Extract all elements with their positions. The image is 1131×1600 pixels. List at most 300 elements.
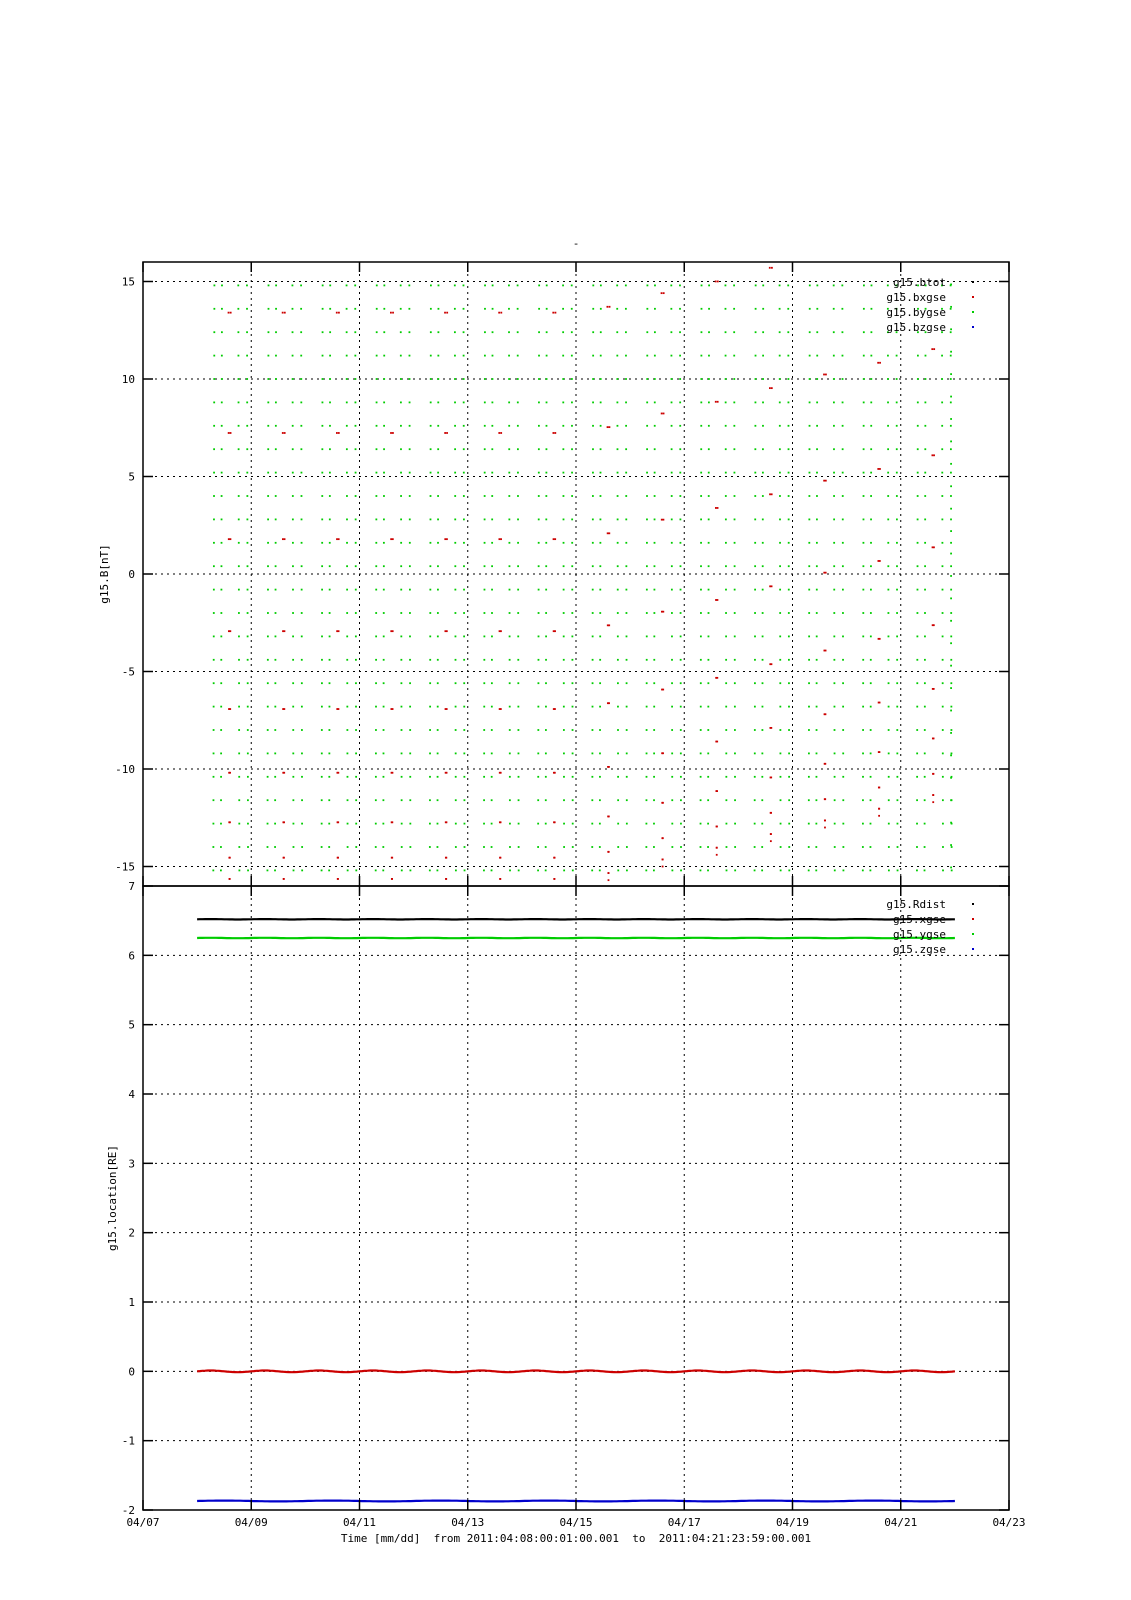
bygse-point xyxy=(430,542,432,544)
bygse-point xyxy=(247,846,249,848)
bygse-point xyxy=(301,612,303,614)
bygse-point xyxy=(816,448,818,450)
bygse-point xyxy=(213,472,215,474)
bygse-point xyxy=(383,425,385,427)
bygse-point xyxy=(300,448,302,450)
bygse-point xyxy=(268,285,270,287)
bygse-point xyxy=(247,636,249,638)
bygse-point xyxy=(355,589,357,591)
bygse-point xyxy=(237,308,239,310)
bygse-point xyxy=(301,823,303,825)
bygse-point xyxy=(484,472,486,474)
bygse-point xyxy=(267,565,269,567)
bygse-point xyxy=(483,729,485,731)
bygse-point xyxy=(862,729,864,731)
bygse-point xyxy=(762,519,764,521)
legend-entry-label: g15.zgse xyxy=(893,943,946,956)
bygse-point xyxy=(816,682,818,684)
bygse-point xyxy=(708,565,710,567)
bygse-point xyxy=(409,448,411,450)
bygse-point xyxy=(841,308,843,310)
bygse-point xyxy=(762,308,764,310)
bygse-point xyxy=(246,308,248,310)
bygse-point xyxy=(247,565,249,567)
bygse-point xyxy=(292,402,294,404)
bygse-point xyxy=(375,589,377,591)
bygse-point xyxy=(238,659,240,661)
bygse-point xyxy=(700,425,702,427)
bygse-point xyxy=(509,659,511,661)
bygse-point xyxy=(788,729,790,731)
bygse-point xyxy=(572,846,574,848)
bygse-point xyxy=(599,799,601,801)
bygse-point xyxy=(700,870,702,872)
bygse-point xyxy=(725,542,727,544)
bygse-point xyxy=(376,448,378,450)
bygse-point xyxy=(863,331,865,333)
bygse-point xyxy=(834,846,836,848)
bxgse-point xyxy=(931,454,933,456)
bxgse-point xyxy=(825,480,827,482)
bxgse-point xyxy=(879,638,881,640)
bygse-point xyxy=(779,425,781,427)
bygse-point xyxy=(437,589,439,591)
bygse-point xyxy=(950,822,952,824)
bxgse-point xyxy=(662,837,664,839)
bygse-point xyxy=(437,542,439,544)
bxgse-point xyxy=(608,624,610,626)
bygse-point xyxy=(671,402,673,404)
bygse-point xyxy=(762,589,764,591)
bygse-point xyxy=(592,331,594,333)
bxgse-point xyxy=(446,312,448,314)
bygse-point xyxy=(862,799,864,801)
bygse-point xyxy=(680,776,682,778)
bygse-point xyxy=(329,636,331,638)
bygse-point xyxy=(942,846,944,848)
bygse-point xyxy=(671,636,673,638)
bygse-point xyxy=(950,620,952,622)
bxgse-point xyxy=(554,821,556,823)
bygse-point xyxy=(754,682,756,684)
bygse-point xyxy=(725,589,727,591)
bygse-point xyxy=(213,448,215,450)
bygse-point xyxy=(517,308,519,310)
bygse-point xyxy=(221,378,223,380)
bygse-point xyxy=(779,659,781,661)
bxgse-point xyxy=(229,857,231,859)
bxgse-point xyxy=(825,374,827,376)
bygse-point xyxy=(808,519,810,521)
bxgse-point xyxy=(823,480,825,482)
y-tick-label: -5 xyxy=(121,665,135,679)
bygse-point xyxy=(508,308,510,310)
bygse-point xyxy=(924,448,926,450)
bygse-point xyxy=(300,308,302,310)
bygse-point xyxy=(680,612,682,614)
bygse-point xyxy=(599,706,601,708)
bygse-point xyxy=(733,285,735,287)
bygse-point xyxy=(484,285,486,287)
bygse-point xyxy=(463,425,465,427)
bygse-point xyxy=(617,659,619,661)
bygse-point xyxy=(454,378,456,380)
bygse-point xyxy=(292,495,294,497)
bygse-point xyxy=(780,776,782,778)
bygse-point xyxy=(788,495,790,497)
bygse-point xyxy=(562,472,564,474)
bygse-point xyxy=(221,519,223,521)
bygse-point xyxy=(816,495,818,497)
bxgse-point xyxy=(554,708,556,710)
bygse-point xyxy=(517,448,519,450)
bygse-point xyxy=(653,729,655,731)
bygse-point xyxy=(842,659,844,661)
bygse-point xyxy=(816,378,818,380)
bygse-point xyxy=(762,448,764,450)
bygse-point xyxy=(430,355,432,357)
legend-entry-label: g15.btot xyxy=(893,276,946,289)
bxgse-point xyxy=(283,772,285,774)
bygse-point xyxy=(950,331,952,333)
bygse-point xyxy=(563,495,565,497)
bygse-point xyxy=(538,519,540,521)
bxgse-point xyxy=(228,538,230,540)
bygse-point xyxy=(599,753,601,755)
bygse-point xyxy=(734,495,736,497)
bygse-point xyxy=(571,331,573,333)
bygse-point xyxy=(275,285,277,287)
bygse-point xyxy=(301,682,303,684)
bygse-point xyxy=(517,355,519,357)
bygse-point xyxy=(808,729,810,731)
bygse-point xyxy=(950,612,952,614)
bygse-point xyxy=(671,542,673,544)
bxgse-point xyxy=(609,306,611,308)
bxgse-point xyxy=(933,348,935,350)
bxgse-point xyxy=(390,538,392,540)
bygse-point xyxy=(924,425,926,427)
bygse-point xyxy=(292,612,294,614)
bygse-point xyxy=(382,870,384,872)
bygse-point xyxy=(400,285,402,287)
legend-entry-label: g15.bygse xyxy=(886,306,946,319)
bygse-point xyxy=(617,589,619,591)
bygse-point xyxy=(321,519,323,521)
bygse-point xyxy=(779,495,781,497)
bygse-point xyxy=(301,565,303,567)
bxgse-point xyxy=(392,312,394,314)
bygse-point xyxy=(762,682,764,684)
bygse-point xyxy=(809,472,811,474)
bxgse-point xyxy=(283,857,285,859)
bygse-point xyxy=(788,612,790,614)
bygse-point xyxy=(950,373,952,375)
bygse-point xyxy=(571,285,573,287)
bygse-point xyxy=(887,565,889,567)
bygse-point xyxy=(246,355,248,357)
legend-entry-marker xyxy=(972,933,974,935)
bygse-point xyxy=(734,542,736,544)
bygse-point xyxy=(346,706,348,708)
legend-entry-label: g15.Rdist xyxy=(886,898,946,911)
bygse-point xyxy=(897,823,899,825)
bygse-point xyxy=(517,565,519,567)
bygse-point xyxy=(787,355,789,357)
bygse-point xyxy=(214,285,216,287)
bygse-point xyxy=(221,589,223,591)
bygse-point xyxy=(924,402,926,404)
bygse-point xyxy=(626,706,628,708)
bygse-point xyxy=(321,659,323,661)
bygse-point xyxy=(491,729,493,731)
y-tick-label: 2 xyxy=(128,1226,135,1240)
bygse-point xyxy=(815,846,817,848)
bygse-point xyxy=(492,331,494,333)
bygse-point xyxy=(808,612,810,614)
bygse-point xyxy=(734,636,736,638)
bygse-point xyxy=(626,729,628,731)
top-panel-y-label: g15.B[nT] xyxy=(98,544,111,604)
bygse-point xyxy=(238,753,240,755)
y-tick-label: 10 xyxy=(121,373,135,386)
bygse-point xyxy=(571,448,573,450)
bygse-point xyxy=(617,519,619,521)
bygse-point xyxy=(545,495,547,497)
bxgse-point xyxy=(337,878,339,880)
bxgse-point xyxy=(337,857,339,859)
bygse-point xyxy=(762,542,764,544)
bygse-point xyxy=(267,519,269,521)
bygse-point xyxy=(267,589,269,591)
bygse-point xyxy=(545,706,547,708)
bxgse-point xyxy=(933,546,935,548)
bygse-point xyxy=(870,682,872,684)
bygse-point xyxy=(429,846,431,848)
bygse-point xyxy=(788,753,790,755)
bygse-point xyxy=(538,612,540,614)
bygse-point xyxy=(842,753,844,755)
bygse-point xyxy=(274,706,276,708)
bxgse-point xyxy=(771,663,773,665)
bygse-point xyxy=(788,425,790,427)
bygse-point xyxy=(788,799,790,801)
bygse-point xyxy=(537,729,539,731)
bxgse-point xyxy=(662,611,664,613)
bygse-point xyxy=(707,753,709,755)
bxgse-point xyxy=(284,630,286,632)
bygse-point xyxy=(762,331,764,333)
bygse-point xyxy=(834,729,836,731)
bygse-point xyxy=(787,285,789,287)
bygse-point xyxy=(517,636,519,638)
bygse-point xyxy=(779,378,781,380)
bygse-point xyxy=(484,495,486,497)
bxgse-point xyxy=(282,312,284,314)
bygse-point xyxy=(762,636,764,638)
bygse-point xyxy=(246,495,248,497)
bygse-point xyxy=(671,753,673,755)
bygse-point xyxy=(924,823,926,825)
bxgse-point xyxy=(553,538,555,540)
bygse-point xyxy=(870,331,872,333)
bygse-point xyxy=(274,682,276,684)
bygse-point xyxy=(571,355,573,357)
bygse-point xyxy=(355,846,357,848)
bygse-point xyxy=(887,425,889,427)
bygse-point xyxy=(679,331,681,333)
bygse-point xyxy=(292,472,294,474)
bygse-point xyxy=(816,285,818,287)
bygse-point xyxy=(430,519,432,521)
bygse-point xyxy=(238,589,240,591)
bygse-point xyxy=(700,682,702,684)
bygse-point xyxy=(816,425,818,427)
bygse-point xyxy=(546,285,548,287)
legend-entry-label: g15.bzgse xyxy=(886,321,946,334)
bygse-point xyxy=(321,612,323,614)
bygse-point xyxy=(238,355,240,357)
bygse-point xyxy=(322,402,324,404)
bygse-point xyxy=(950,659,952,661)
bygse-point xyxy=(238,870,240,872)
bygse-point xyxy=(679,402,681,404)
bygse-point xyxy=(646,308,648,310)
bxgse-point xyxy=(824,820,826,822)
bygse-point xyxy=(708,448,710,450)
bygse-point xyxy=(941,378,943,380)
bygse-point xyxy=(238,495,240,497)
bygse-point xyxy=(600,425,602,427)
bygse-point xyxy=(301,870,303,872)
bygse-point xyxy=(429,565,431,567)
bygse-point xyxy=(592,589,594,591)
bygse-point xyxy=(563,565,565,567)
bygse-point xyxy=(924,729,926,731)
bygse-point xyxy=(247,776,249,778)
bygse-point xyxy=(592,542,594,544)
bygse-point xyxy=(401,753,403,755)
bygse-point xyxy=(671,519,673,521)
bygse-point xyxy=(654,355,656,357)
bxgse-point xyxy=(661,292,663,294)
bygse-point xyxy=(925,378,927,380)
bygse-point xyxy=(238,729,240,731)
bygse-point xyxy=(833,425,835,427)
y-tick-label: 3 xyxy=(128,1157,135,1171)
bygse-point xyxy=(429,799,431,801)
bygse-point xyxy=(400,542,402,544)
bygse-point xyxy=(942,612,944,614)
bygse-point xyxy=(545,472,547,474)
bygse-point xyxy=(942,729,944,731)
bygse-point xyxy=(700,706,702,708)
bygse-point xyxy=(924,589,926,591)
bygse-point xyxy=(483,776,485,778)
bygse-point xyxy=(592,355,594,357)
bygse-point xyxy=(862,659,864,661)
bxgse-point xyxy=(500,821,502,823)
bygse-point xyxy=(483,636,485,638)
bygse-point xyxy=(924,612,926,614)
bygse-point xyxy=(538,331,540,333)
bygse-point xyxy=(754,846,756,848)
bygse-point xyxy=(625,495,627,497)
bygse-point xyxy=(754,799,756,801)
bygse-point xyxy=(429,776,431,778)
bygse-point xyxy=(733,402,735,404)
bygse-point xyxy=(437,823,439,825)
bygse-point xyxy=(754,729,756,731)
bygse-point xyxy=(321,776,323,778)
bygse-point xyxy=(887,378,889,380)
bygse-point xyxy=(725,776,727,778)
x-tick-label: 04/13 xyxy=(451,1516,485,1529)
bygse-point xyxy=(213,308,215,310)
bygse-point xyxy=(213,799,215,801)
bygse-point xyxy=(707,870,709,872)
bygse-point xyxy=(833,589,835,591)
bygse-point xyxy=(680,706,682,708)
bygse-point xyxy=(591,776,593,778)
bygse-point xyxy=(572,753,574,755)
bygse-point xyxy=(429,753,431,755)
bygse-point xyxy=(267,753,269,755)
x-tick-label: 04/23 xyxy=(992,1516,1026,1529)
bygse-point xyxy=(592,612,594,614)
bxgse-point xyxy=(283,821,285,823)
bxgse-point xyxy=(608,702,610,704)
bygse-point xyxy=(376,425,378,427)
bygse-point xyxy=(617,682,619,684)
bygse-point xyxy=(754,425,756,427)
bygse-point xyxy=(400,425,402,427)
bygse-point xyxy=(221,285,223,287)
bygse-point xyxy=(321,729,323,731)
bygse-point xyxy=(409,799,411,801)
bygse-point xyxy=(670,331,672,333)
bygse-point xyxy=(707,776,709,778)
bygse-point xyxy=(409,682,411,684)
bygse-point xyxy=(671,448,673,450)
bygse-point xyxy=(654,542,656,544)
bygse-point xyxy=(834,682,836,684)
bygse-point xyxy=(917,565,919,567)
bxgse-point xyxy=(716,826,718,828)
x-tick-label: 04/11 xyxy=(342,1516,377,1529)
bxgse-point xyxy=(662,689,664,691)
bygse-point xyxy=(437,402,439,404)
bygse-point xyxy=(788,448,790,450)
bygse-point xyxy=(275,636,277,638)
bygse-point xyxy=(454,425,456,427)
bygse-point xyxy=(375,659,377,661)
bygse-point xyxy=(463,753,465,755)
bygse-point xyxy=(401,682,403,684)
bygse-point xyxy=(538,285,540,287)
bygse-point xyxy=(355,612,357,614)
bygse-point xyxy=(383,753,385,755)
bxgse-point xyxy=(770,812,772,814)
bygse-point xyxy=(437,472,439,474)
bygse-point xyxy=(700,776,702,778)
bygse-point xyxy=(671,425,673,427)
bygse-point xyxy=(346,402,348,404)
bygse-point xyxy=(788,565,790,567)
y-tick-label: 7 xyxy=(128,880,135,893)
bygse-point xyxy=(346,659,348,661)
bygse-point xyxy=(437,753,439,755)
